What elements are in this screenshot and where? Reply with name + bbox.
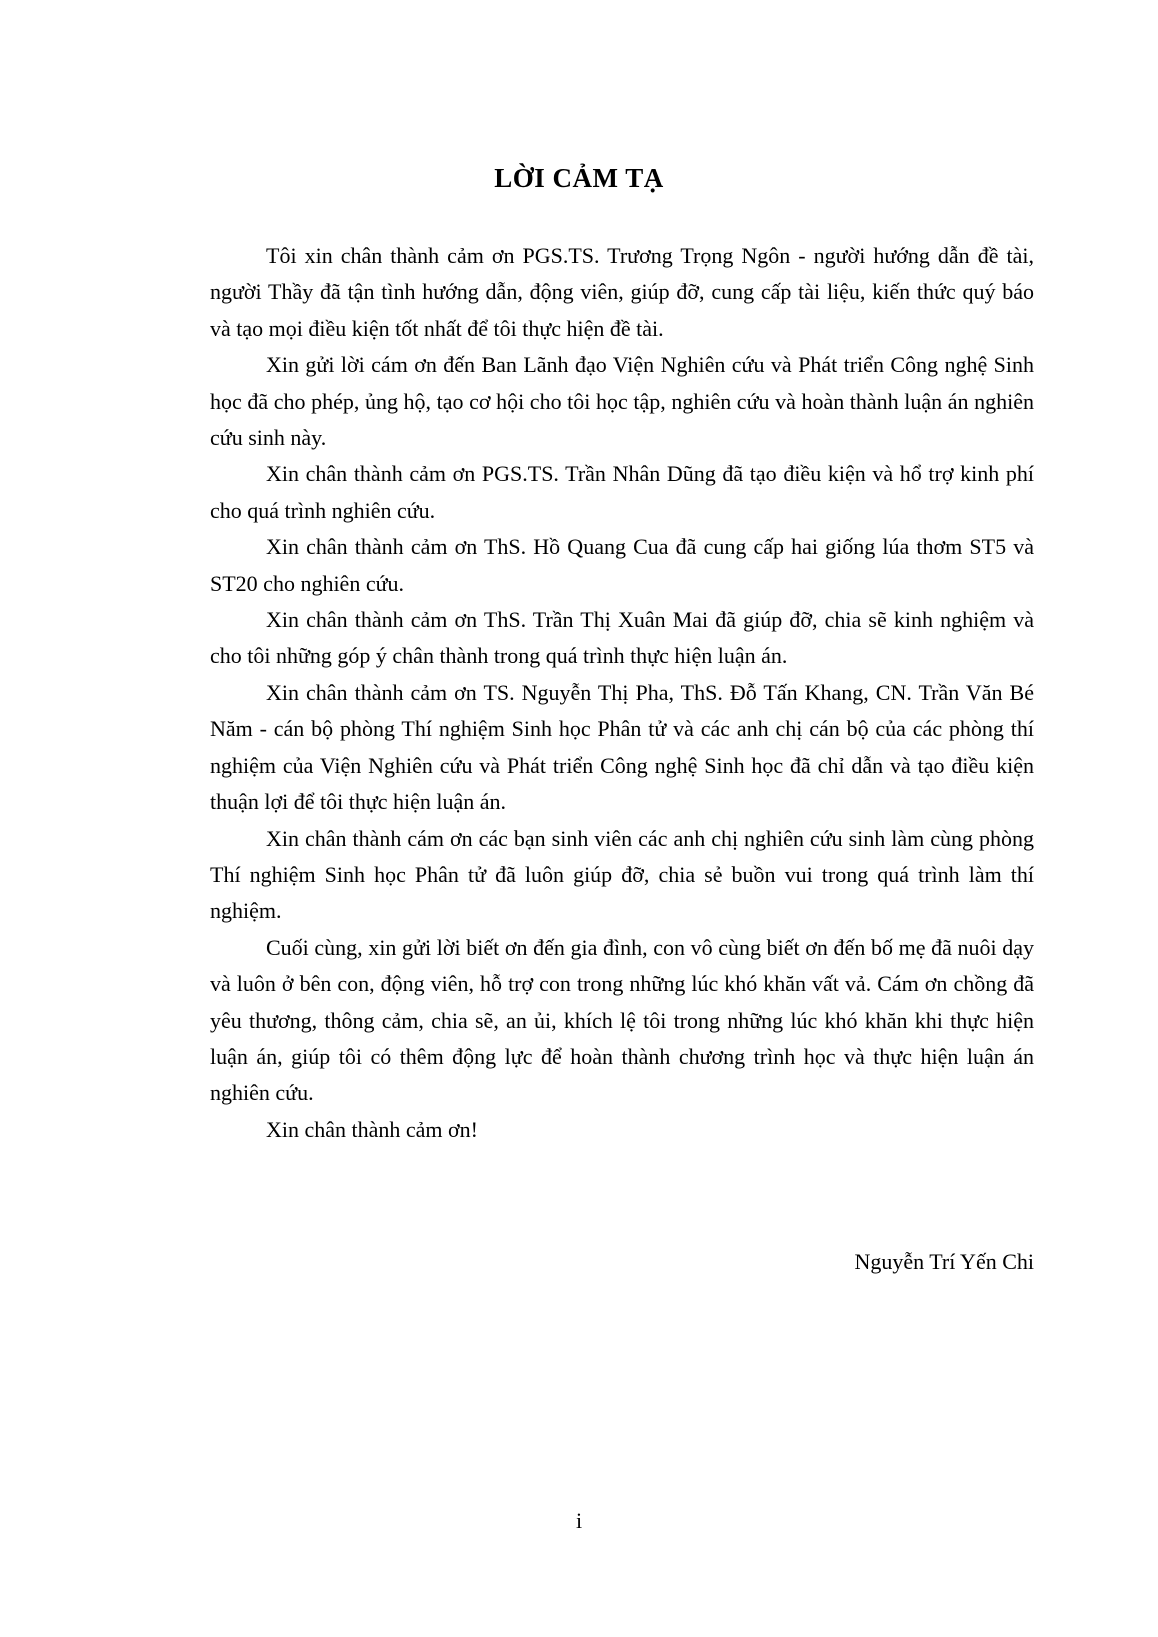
paragraph-9: Xin chân thành cảm ơn! — [266, 1116, 479, 1142]
page-title: LỜI CẢM TẠ — [494, 163, 664, 193]
paragraph-8: Cuối cùng, xin gửi lời biết ơn đến gia đình, con vô cùng biết ơn đến bố mẹ đã nuôi dạy và luôn ở bên con, động viên, hỗ trợ con trong những lúc khó khăn vất vả. Cám ơn chồng đã yêu thương, thông cảm, chia sẽ, an ủi, khích lệ tôi trong những lúc khó khăn khi thực hiện luận án, giúp tôi có thêm động lực để hoàn thành chương trình học và thực hiện luận án nghiên cứu. — [210, 934, 1034, 1106]
page-number: i — [575, 1508, 583, 1533]
paragraph-4: Xin chân thành cảm ơn ThS. Hồ Quang Cua đã cung cấp hai giống lúa thơm ST5 và ST20 cho nghiên cứu. — [210, 534, 1034, 596]
paragraph-7: Xin chân thành cám ơn các bạn sinh viên các anh chị nghiên cứu sinh làm cùng phòng Thí nghiệm Sinh học Phân tử đã luôn giúp đỡ, chia sẻ buồn vui trong quá trình làm thí nghiệm. — [210, 825, 1034, 924]
paragraph-3: Xin chân thành cảm ơn PGS.TS. Trần Nhân Dũng đã tạo điều kiện và hổ trợ kinh phí cho quá trình nghiên cứu. — [210, 461, 1034, 523]
paragraph-6: Xin chân thành cảm ơn TS. Nguyễn Thị Pha, ThS. Đỗ Tấn Khang, CN. Trần Văn Bé Năm - cán bộ phòng Thí nghiệm Sinh học Phân tử và các anh chị cán bộ của các phòng thí nghiệm của Viện Nghiên cứu và Phát triển Công nghệ Sinh học đã chỉ dẫn và tạo điều kiện thuận lợi để tôi thực hiện luận án. — [210, 679, 1034, 815]
author-signature: Nguyễn Trí Yến Chi — [854, 1249, 1034, 1274]
paragraph-5: Xin chân thành cảm ơn ThS. Trần Thị Xuân Mai đã giúp đỡ, chia sẽ kinh nghiệm và cho tôi những góp ý chân thành trong quá trình thực hiện luận án. — [210, 607, 1034, 669]
acknowledgement-body — [210, 238, 1034, 1148]
paragraph-1: Tôi xin chân thành cảm ơn PGS.TS. Trương Trọng Ngôn - người hướng dẫn đề tài, người Thầy đã tận tình hướng dẫn, động viên, giúp đỡ, cung cấp tài liệu, kiến thức quý báo và tạo mọi điều kiện tốt nhất để tôi thực hiện đề tài. — [210, 243, 1034, 341]
paragraph-2: Xin gửi lời cám ơn đến Ban Lãnh đạo Viện Nghiên cứu và Phát triển Công nghệ Sinh học đã cho phép, ủng hộ, tạo cơ hội cho tôi học tập, nghiên cứu và hoàn thành luận án nghiên cứu sinh này. — [210, 352, 1034, 451]
